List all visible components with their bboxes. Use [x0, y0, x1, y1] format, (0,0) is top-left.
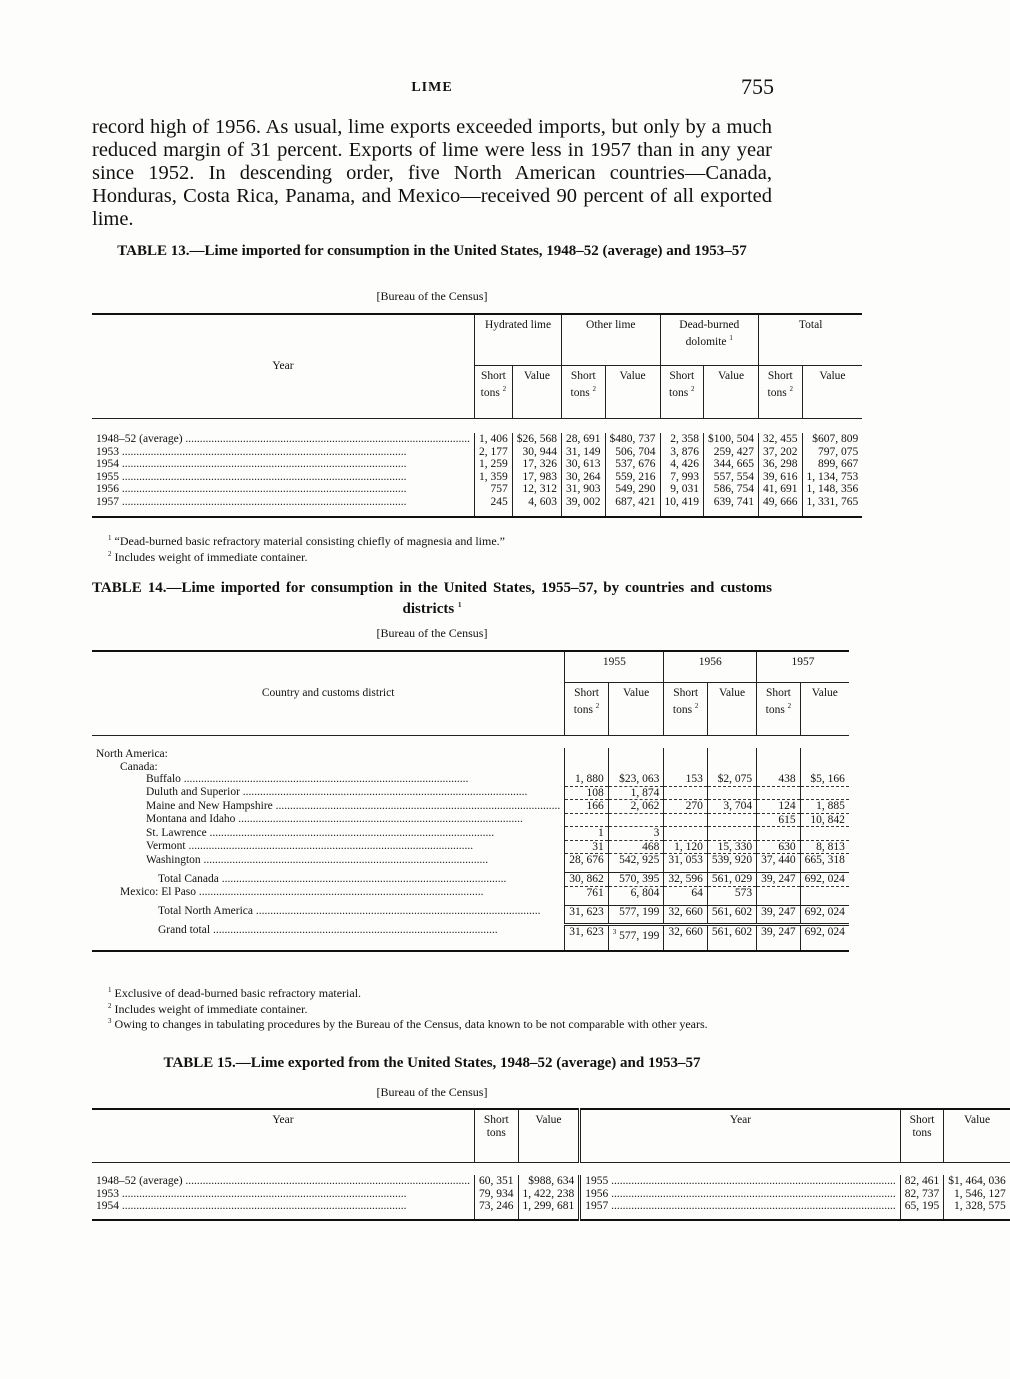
table15-caption: TABLE 15.—Lime exported from the United States, 1948–52 (average) and 1953–57	[163, 1055, 701, 1071]
table14-value-cell: 28, 676	[565, 854, 609, 867]
table13-value-cell: 687, 421	[605, 496, 660, 509]
table13	[92, 313, 862, 518]
table15-tons-cell: 82, 737	[900, 1188, 944, 1201]
table14-value-cell: 31, 623	[565, 905, 609, 918]
table14-value-cell	[664, 827, 708, 841]
table14-value-cell: 15, 330	[707, 840, 756, 854]
table14-value-cell: 561, 602	[707, 905, 756, 918]
table14-value-cell: 64	[664, 886, 708, 899]
table13-short-tons-header: Short tons $^2$	[475, 366, 513, 419]
table13-value-cell: 30, 944	[512, 446, 561, 459]
table14-label-cell: Mexico: El Paso .....	[92, 886, 565, 899]
table15-value-cell: 1, 422, 238	[518, 1188, 580, 1201]
table13-value-cell: 537, 676	[605, 458, 660, 471]
table14-value-cell: 10, 842	[800, 813, 849, 827]
table14-label-cell: Total Canada .....	[92, 873, 565, 887]
table15-value-cell: 1, 546, 127	[944, 1188, 1010, 1201]
table14-value-cell: 630	[757, 840, 801, 854]
table14-value-cell	[664, 761, 708, 774]
table15-year-cell: 1957 .....	[580, 1200, 901, 1213]
table14-row	[92, 924, 849, 951]
table13-value-cell: 757	[475, 483, 513, 496]
table13-value-cell: $26, 568	[512, 433, 561, 446]
table14-row	[92, 748, 849, 761]
table13-year-cell: 1954 .....	[92, 458, 475, 471]
table13-source: [Bureau of the Census]	[376, 289, 488, 303]
table13-value-cell: 9, 031	[660, 483, 704, 496]
table14-value-cell: 570, 395	[608, 873, 664, 887]
table14-value-cell: 615	[757, 813, 801, 827]
table13-group-dolomite: Dead-burned dolomite $^1$	[660, 314, 759, 366]
table15-tons-header-left: Short tons	[475, 1109, 519, 1163]
table13-footnote: $^2$ Includes weight of immediate container.	[108, 549, 308, 564]
table13-value-cell: 32, 455	[759, 433, 803, 446]
table15-tons-cell: 73, 246	[475, 1200, 519, 1213]
table13-short-tons-header: Short tons $^2$	[660, 366, 704, 419]
table14-footnote: $^1$ Exclusive of dead-burned basic refractory material.	[108, 986, 362, 1000]
table13-row	[92, 458, 862, 471]
table14-short-tons-header: Short tons $^2$	[565, 683, 609, 736]
table14-value-cell: 542, 925	[608, 854, 664, 867]
table13-value-cell: 10, 419	[660, 496, 704, 509]
table13-value-cell: 2, 358	[660, 433, 704, 446]
table13-year-cell: 1957 .....	[92, 496, 475, 509]
table13-value-header: Value	[704, 366, 759, 419]
table14-value-cell: 3, 704	[707, 800, 756, 814]
table14-value-cell: 561, 602	[707, 924, 756, 951]
table13-value-cell: 1, 134, 753	[802, 471, 862, 484]
table13-value-cell: 49, 666	[759, 496, 803, 509]
table13-value-cell: 17, 983	[512, 471, 561, 484]
table13-value-cell: 899, 667	[802, 458, 862, 471]
table13-value-cell: 639, 741	[704, 496, 759, 509]
table13-row	[92, 446, 862, 459]
table14-value-cell	[565, 748, 609, 761]
table14-value-cell: 692, 024	[800, 873, 849, 887]
table14-value-cell: 1, 885	[800, 800, 849, 814]
table15-tons-cell: 65, 195	[900, 1200, 944, 1213]
table14-value-cell: 2, 062	[608, 800, 664, 814]
table14-row	[92, 761, 849, 774]
table14-value-cell: 270	[664, 800, 708, 814]
table14-short-tons-header: Short tons $^2$	[664, 683, 708, 736]
table14-value-cell: 692, 024	[800, 905, 849, 918]
table14-year-1957: 1957	[757, 651, 849, 683]
table13-value-header: Value	[512, 366, 561, 419]
table13-value-header: Value	[802, 366, 862, 419]
table14-value-cell: 1, 880	[565, 773, 609, 786]
table13-year-header: Year	[92, 314, 475, 419]
table13-value-cell: 17, 326	[512, 458, 561, 471]
table13-year-cell: 1955 .....	[92, 471, 475, 484]
table14-footnote: $^3$ Owing to changes in tabulating procedures by the Bureau of the Census, data known to be not comparable with other years.	[108, 1017, 708, 1031]
table14-label-cell: Vermont .....	[92, 840, 565, 854]
table13-value-cell: 39, 002	[562, 496, 606, 509]
table13-value-cell: 1, 331, 765	[802, 496, 862, 509]
table14-row	[92, 854, 849, 867]
table14-value-cell	[800, 748, 849, 761]
table14-value-cell	[608, 761, 664, 774]
table13-value-cell: 1, 259	[475, 458, 513, 471]
table13-value-cell: 28, 691	[562, 433, 606, 446]
table13-value-cell: 259, 427	[704, 446, 759, 459]
table13-value-cell: 506, 704	[605, 446, 660, 459]
table14-value-cell: 438	[757, 773, 801, 786]
table14-label-cell: Grand total .....	[92, 924, 565, 951]
table13-value-cell: 37, 202	[759, 446, 803, 459]
table13-short-tons-header: Short tons $^2$	[562, 366, 606, 419]
table13-value-cell: 549, 290	[605, 483, 660, 496]
table14-value-cell	[757, 827, 801, 841]
table15-year-cell: 1953 .....	[92, 1188, 475, 1201]
table14-short-tons-header: Short tons $^2$	[757, 683, 801, 736]
table14-value-cell: 32, 660	[664, 905, 708, 918]
table14-value-cell: 573	[707, 886, 756, 899]
table14-value-cell	[757, 886, 801, 899]
table13-group-other: Other lime	[562, 314, 661, 366]
table14-value-cell	[707, 786, 756, 800]
table15-year-cell: 1955 .....	[580, 1175, 901, 1188]
table13-value-cell: 31, 903	[562, 483, 606, 496]
table14-value-cell: 761	[565, 886, 609, 899]
table14-value-cell	[565, 761, 609, 774]
table13-row	[92, 471, 862, 484]
table13-value-cell: 1, 406	[475, 433, 513, 446]
table14-footnotes	[108, 984, 772, 1031]
table13-value-cell: 30, 613	[562, 458, 606, 471]
page-number: 755	[741, 74, 774, 99]
table14-value-cell: 153	[664, 773, 708, 786]
table14-value-cell: 39, 247	[757, 924, 801, 951]
page-header	[92, 74, 772, 102]
table14-value-cell	[800, 786, 849, 800]
table13-year-cell: 1956 .....	[92, 483, 475, 496]
table14-value-cell: 6, 804	[608, 886, 664, 899]
table14-value-cell	[707, 827, 756, 841]
table13-value-cell: 39, 616	[759, 471, 803, 484]
table13-value-cell: 4, 603	[512, 496, 561, 509]
table13-value-cell: 559, 216	[605, 471, 660, 484]
table15-value-header-right: Value	[944, 1109, 1010, 1163]
table14-value-cell	[664, 786, 708, 800]
table13-value-cell: 41, 691	[759, 483, 803, 496]
table15-row	[92, 1175, 1010, 1188]
table14-label-cell: Montana and Idaho .....	[92, 813, 565, 827]
table13-value-cell: 30, 264	[562, 471, 606, 484]
table14-value-cell: 31, 623	[565, 924, 609, 951]
table14-value-cell	[707, 761, 756, 774]
table14-value-cell	[757, 748, 801, 761]
table14-value-cell	[800, 827, 849, 841]
table14-row	[92, 827, 849, 841]
table13-value-cell: 3, 876	[660, 446, 704, 459]
table14-value-cell: 39, 247	[757, 905, 801, 918]
table14-value-cell: $^3$ 577, 199	[608, 924, 664, 951]
table15-row	[92, 1200, 1010, 1213]
table14-row	[92, 773, 849, 786]
table14-value-cell: 1, 874	[608, 786, 664, 800]
table14-label-cell: Buffalo .....	[92, 773, 565, 786]
running-title: LIME	[411, 80, 453, 95]
intro-paragraph	[92, 116, 772, 231]
table13-value-cell: 344, 665	[704, 458, 759, 471]
table15-value-cell: $1, 464, 036	[944, 1175, 1010, 1188]
intro-text: record high of 1956. As usual, lime exports exceeded imports, but only by a much reduced margin of 31 percent. Exports of lime were less in 1957 than in any year since 1952. In descending order, five North American countries—Canada, Honduras, Costa Rica, Panama, and Mexico—received 90 percent of all exported lime.	[92, 116, 772, 230]
table14-caption: TABLE 14.—Lime imported for consumption in the United States, 1955–57, by countries and customs districts $^1$	[92, 580, 772, 617]
table14-value-cell: 37, 440	[757, 854, 801, 867]
table14-year-1955: 1955	[565, 651, 664, 683]
table15-year-header-left: Year	[92, 1109, 475, 1163]
table14-value-cell: 577, 199	[608, 905, 664, 918]
table14-value-cell: 539, 920	[707, 854, 756, 867]
table15-value-cell: 1, 299, 681	[518, 1200, 580, 1213]
table14-label-cell: St. Lawrence .....	[92, 827, 565, 841]
table14-value-cell: 31	[565, 840, 609, 854]
table14-source: [Bureau of the Census]	[376, 626, 488, 640]
table13-value-cell: 586, 754	[704, 483, 759, 496]
table13-value-cell: $100, 504	[704, 433, 759, 446]
table14-value-cell	[608, 813, 664, 827]
table13-value-cell: 7, 993	[660, 471, 704, 484]
table13-group-total: Total	[759, 314, 863, 366]
table14-row	[92, 786, 849, 800]
table14-row	[92, 813, 849, 827]
table15-value-cell: $988, 634	[518, 1175, 580, 1188]
table15-tons-cell: 82, 461	[900, 1175, 944, 1188]
table14-row	[92, 905, 849, 918]
table14-value-cell: 665, 318	[800, 854, 849, 867]
table14-value-cell: 8, 813	[800, 840, 849, 854]
table14-value-cell	[757, 786, 801, 800]
table14-value-cell	[565, 813, 609, 827]
table14-value-header: Value	[800, 683, 849, 736]
table14-row	[92, 873, 849, 887]
table14	[92, 650, 849, 952]
table14-row	[92, 886, 849, 899]
table15-year-header-right: Year	[580, 1109, 901, 1163]
table13-value-cell: 4, 426	[660, 458, 704, 471]
table14-label-cell: Maine and New Hampshire .....	[92, 800, 565, 814]
table13-row	[92, 496, 862, 509]
table14-value-cell: 108	[565, 786, 609, 800]
table14-value-cell	[664, 813, 708, 827]
table15-value-cell: 1, 328, 575	[944, 1200, 1010, 1213]
table14-value-cell: $5, 166	[800, 773, 849, 786]
table15-year-cell: 1954 .....	[92, 1200, 475, 1213]
table14-value-cell: 1, 120	[664, 840, 708, 854]
table14-value-cell: 561, 029	[707, 873, 756, 887]
table13-value-cell: 31, 149	[562, 446, 606, 459]
table14-label-header: Country and customs district	[92, 651, 565, 736]
table14-value-cell: 30, 862	[565, 873, 609, 887]
table13-year-cell: 1948–52 (average) .....	[92, 433, 475, 446]
table15-tons-header-right: Short tons	[900, 1109, 944, 1163]
table14-value-cell: 32, 660	[664, 924, 708, 951]
table14-value-cell: 166	[565, 800, 609, 814]
table15-year-cell: 1956 .....	[580, 1188, 901, 1201]
table15	[92, 1108, 1010, 1221]
table14-value-cell: 1	[565, 827, 609, 841]
table14-value-cell: $2, 075	[707, 773, 756, 786]
table13-value-cell: $480, 737	[605, 433, 660, 446]
table13-value-header: Value	[605, 366, 660, 419]
table14-value-cell	[707, 813, 756, 827]
table14-label-cell: Total North America .....	[92, 905, 565, 918]
table13-footnote: $^1$ “Dead-burned basic refractory material consisting chiefly of magnesia and lime.”	[108, 534, 506, 548]
table14-value-cell: 124	[757, 800, 801, 814]
table14-value-cell	[707, 748, 756, 761]
table15-value-header-left: Value	[518, 1109, 580, 1163]
table14-value-cell: 3	[608, 827, 664, 841]
table14-value-cell: $23, 063	[608, 773, 664, 786]
table13-footnotes	[108, 532, 772, 563]
table13-group-hydrated: Hydrated lime	[475, 314, 562, 366]
table13-value-cell: 557, 554	[704, 471, 759, 484]
table13-row	[92, 483, 862, 496]
table14-value-header: Value	[707, 683, 756, 736]
table13-value-cell: 797, 075	[802, 446, 862, 459]
table14-value-cell: 31, 053	[664, 854, 708, 867]
table14-value-cell: 39, 247	[757, 873, 801, 887]
table13-year-cell: 1953 .....	[92, 446, 475, 459]
table13-caption: TABLE 13.—Lime imported for consumption in the United States, 1948–52 (average) and 1953–57	[117, 243, 747, 259]
table14-label-cell: Canada:	[120, 760, 158, 773]
table13-value-cell: 1, 148, 356	[802, 483, 862, 496]
table14-label-cell: Washington .....	[92, 854, 565, 867]
table14-value-cell	[757, 761, 801, 774]
table13-value-cell: 36, 298	[759, 458, 803, 471]
table14-value-cell	[800, 761, 849, 774]
table13-value-cell: $607, 809	[802, 433, 862, 446]
table15-row	[92, 1188, 1010, 1201]
table15-source: [Bureau of the Census]	[376, 1085, 488, 1099]
table15-year-cell: 1948–52 (average) .....	[92, 1175, 475, 1188]
table14-value-header: Value	[608, 683, 664, 736]
table13-row	[92, 433, 862, 446]
table15-tons-cell: 60, 351	[475, 1175, 519, 1188]
table14-value-cell: 32, 596	[664, 873, 708, 887]
table15-tons-cell: 79, 934	[475, 1188, 519, 1201]
table14-row	[92, 800, 849, 814]
table14-label-cell: North America:	[96, 748, 168, 760]
table14-year-1956: 1956	[664, 651, 757, 683]
table14-value-cell	[608, 748, 664, 761]
table13-value-cell: 245	[475, 496, 513, 509]
table14-value-cell	[664, 748, 708, 761]
table14-footnote: $^2$ Includes weight of immediate container.	[108, 1001, 308, 1016]
table14-value-cell: 692, 024	[800, 924, 849, 951]
table14-value-cell: 468	[608, 840, 664, 854]
table14-value-cell	[800, 886, 849, 899]
table13-value-cell: 12, 312	[512, 483, 561, 496]
table13-value-cell: 2, 177	[475, 446, 513, 459]
table13-value-cell: 1, 359	[475, 471, 513, 484]
table14-row	[92, 840, 849, 854]
table13-short-tons-header: Short tons $^2$	[759, 366, 803, 419]
table14-label-cell: Duluth and Superior .....	[92, 786, 565, 800]
